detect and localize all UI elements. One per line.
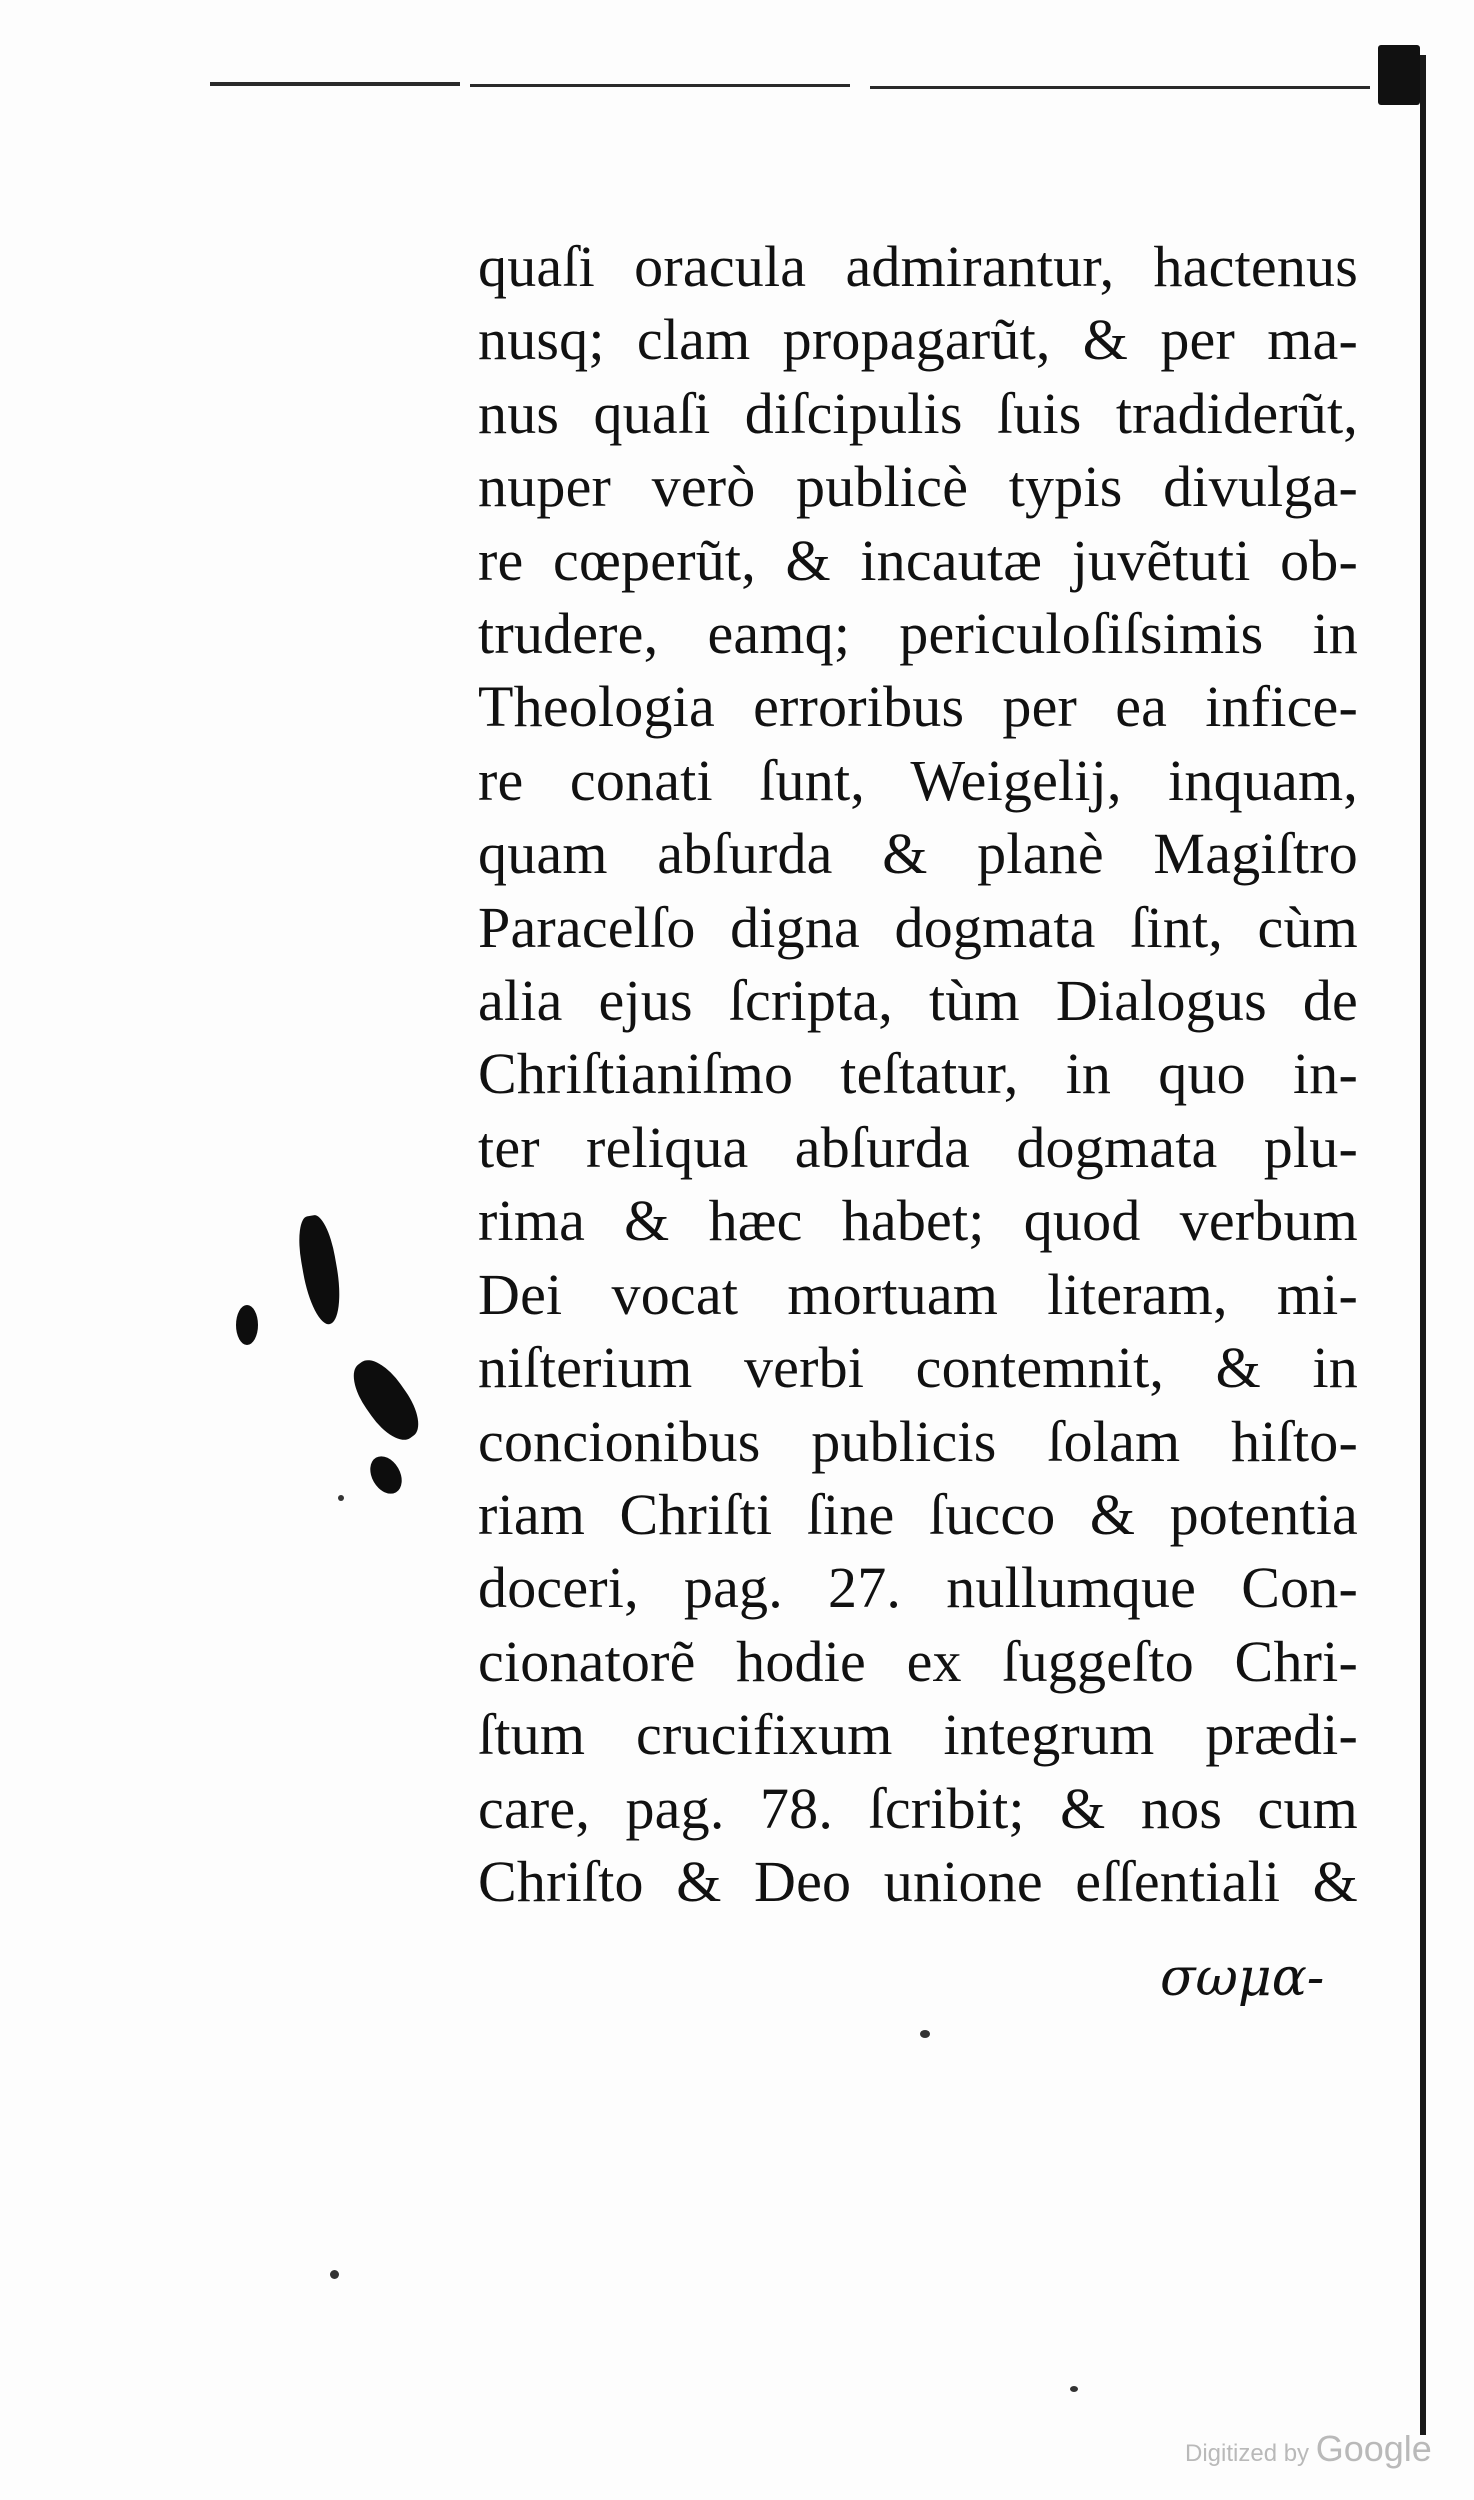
text-line: ſtum crucifixum integrum prædi-	[478, 1702, 1358, 1768]
text-line: Chriſtianiſmo teſtatur, in quo in-	[478, 1041, 1358, 1107]
text-line: doceri, pag. 27. nullumque Con-	[478, 1555, 1358, 1621]
body-text	[478, 230, 1358, 1918]
ink-speck	[338, 1495, 344, 1501]
digitized-watermark	[1185, 2428, 1432, 2470]
text-line: re cœperũt, & incautæ juvẽtuti ob-	[478, 527, 1358, 593]
ink-blot	[236, 1305, 258, 1345]
text-line: cionatorẽ hodie ex ſuggeſto Chri-	[478, 1628, 1358, 1694]
ink-blot	[343, 1351, 429, 1449]
text-line: quaſi oracula admirantur, hactenus	[478, 234, 1358, 299]
ink-speck	[920, 2030, 930, 2038]
text-line: nusq; clam propagarũt, & per ma-	[478, 307, 1358, 373]
text-line: Theologia erroribus per ea infice-	[478, 674, 1358, 740]
text-line: Dei vocat mortuam literam, mi-	[478, 1261, 1358, 1327]
text-line: concionibus publicis ſolam hiſto-	[478, 1408, 1358, 1474]
google-logo: Google	[1315, 2428, 1432, 2469]
text-line: niſterium verbi contemnit, & in	[478, 1335, 1358, 1401]
ink-speck	[1070, 2386, 1078, 2392]
text-line: Chriſto & Deo unione eſſentiali &	[478, 1848, 1358, 1914]
top-rule-middle	[470, 84, 850, 87]
ink-blot	[364, 1451, 408, 1500]
text-line: quam abſurda & planè Magiſtro	[478, 821, 1358, 887]
text-line: re conati ſunt, Weigelij, inquam,	[478, 747, 1358, 813]
text-line: Paracelſo digna dogmata ſint, cùm	[478, 894, 1358, 960]
catchword: σωμα-	[1160, 1948, 1325, 2008]
text-line: riam Chriſti ſine ſucco & potentia	[478, 1481, 1358, 1547]
ink-blot	[294, 1213, 347, 1327]
text-line: trudere, eamq; periculoſiſsimis in	[478, 601, 1358, 667]
page-edge	[1420, 55, 1426, 2435]
digitized-label: Digitized by	[1185, 2440, 1310, 2467]
top-rule-right	[870, 86, 1370, 89]
text-line: nuper verò publicè typis divulga-	[478, 454, 1358, 520]
text-line: nus quaſi diſcipulis ſuis tradiderũt,	[478, 380, 1358, 446]
text-line: rima & hæc habet; quod verbum	[478, 1188, 1358, 1254]
text-line: ter reliqua abſurda dogmata plu-	[478, 1114, 1358, 1180]
ink-speck	[330, 2270, 339, 2279]
text-line: alia ejus ſcripta, tùm Dialogus de	[478, 968, 1358, 1034]
top-rule-left	[210, 82, 460, 86]
text-line: care, pag. 78. ſcribit; & nos cum	[478, 1775, 1358, 1841]
corner-ink-mark	[1378, 45, 1420, 105]
